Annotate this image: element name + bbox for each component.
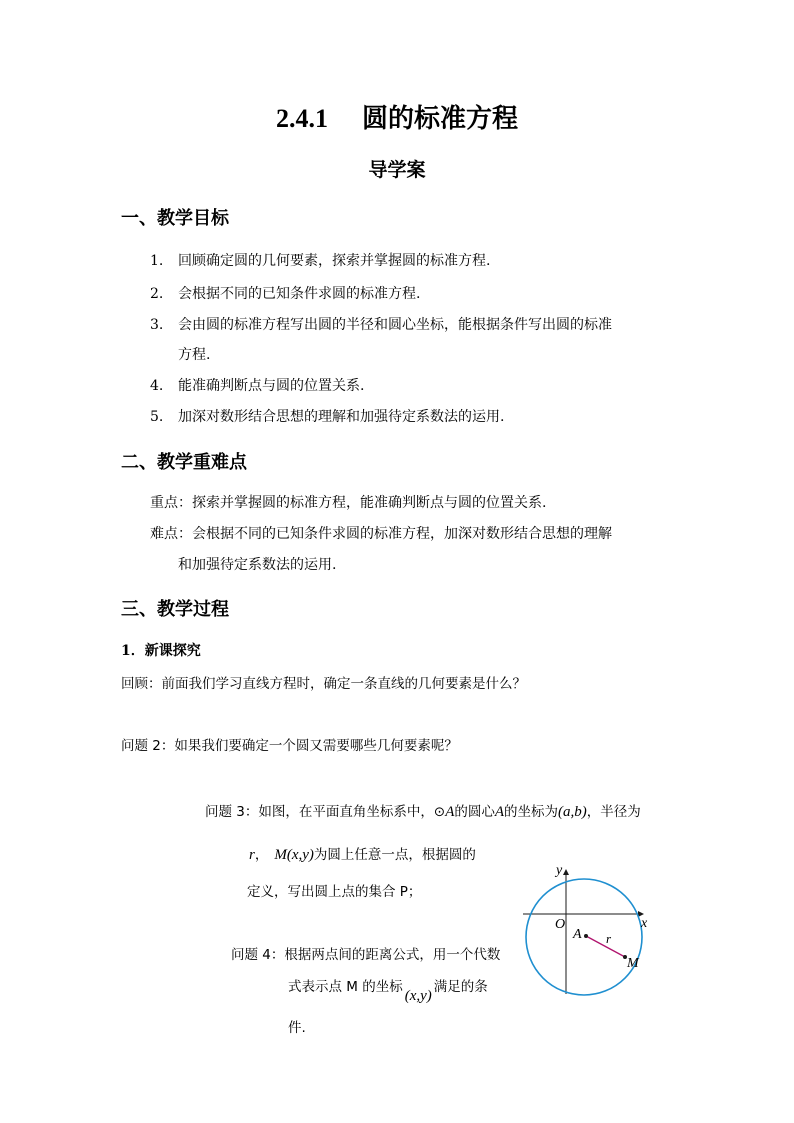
section-heading-key-points: 二、教学重难点 [121,452,247,473]
question-3-line-3: 定义，写出圆上点的集合 P； [247,884,422,900]
question-4-line-1: 问题 4：根据两点间的距离公式，用一个代数 [231,947,501,963]
difficult-point-text: 难点：会根据不同的已知条件求圆的标准方程，加深对数形结合思想的理解 [150,526,612,542]
title-number: 2.4.1 [275,104,328,133]
question-4-line-3: 件. [288,1020,306,1036]
center-point [584,934,588,938]
question-3-line-1: 问题 3：如图，在平面直角坐标系中，⊙A的圆心A的坐标为(a,b)，半径为 [205,804,641,820]
review-question: 回顾：前面我们学习直线方程时，确定一条直线的几何要素是什么？ [121,676,526,692]
question-3-line-2: r， M(x,y)为圆上任意一点，根据圆的 [249,847,476,863]
section-heading-process: 三、教学过程 [121,599,229,620]
list-item: 1. 回顾确定圆的几何要素，探索并掌握圆的标准方程. [150,253,491,269]
page-subtitle: 导学案 [368,159,426,181]
label-m: M [627,956,639,971]
label-x: x [641,916,648,931]
label-a: A [573,927,582,942]
circle-outline [526,879,642,995]
list-item-continued: 方程. [178,347,211,363]
page-title [0,98,794,135]
label-y: y [556,863,563,878]
key-point-text: 重点：探索并掌握圆的标准方程，能准确判断点与圆的位置关系. [150,495,547,511]
list-item: 5. 加深对数形结合思想的理解和加强待定系数法的运用. [150,409,505,425]
question-4-line-2: 式表示点 M 的坐标(x,y)满足的条 [288,979,488,1004]
circle-coordinate-figure [515,858,660,1000]
difficult-point-continued: 和加强待定系数法的运用. [178,557,337,573]
question-2: 问题 2：如果我们要确定一个圆又需要哪些几何要素呢？ [121,738,458,754]
subsection-heading: 1．新课探究 [121,643,201,659]
section-heading-objectives: 一、教学目标 [121,208,229,229]
title-text: 圆的标准方程 [361,104,518,133]
list-item: 4. 能准确判断点与圆的位置关系. [150,378,365,394]
label-o: O [555,917,566,932]
list-item: 2. 会根据不同的已知条件求圆的标准方程. [150,286,421,302]
list-item: 3. 会由圆的标准方程写出圆的半径和圆心坐标，能根据条件写出圆的标准 [150,317,612,333]
label-r: r [606,931,612,946]
